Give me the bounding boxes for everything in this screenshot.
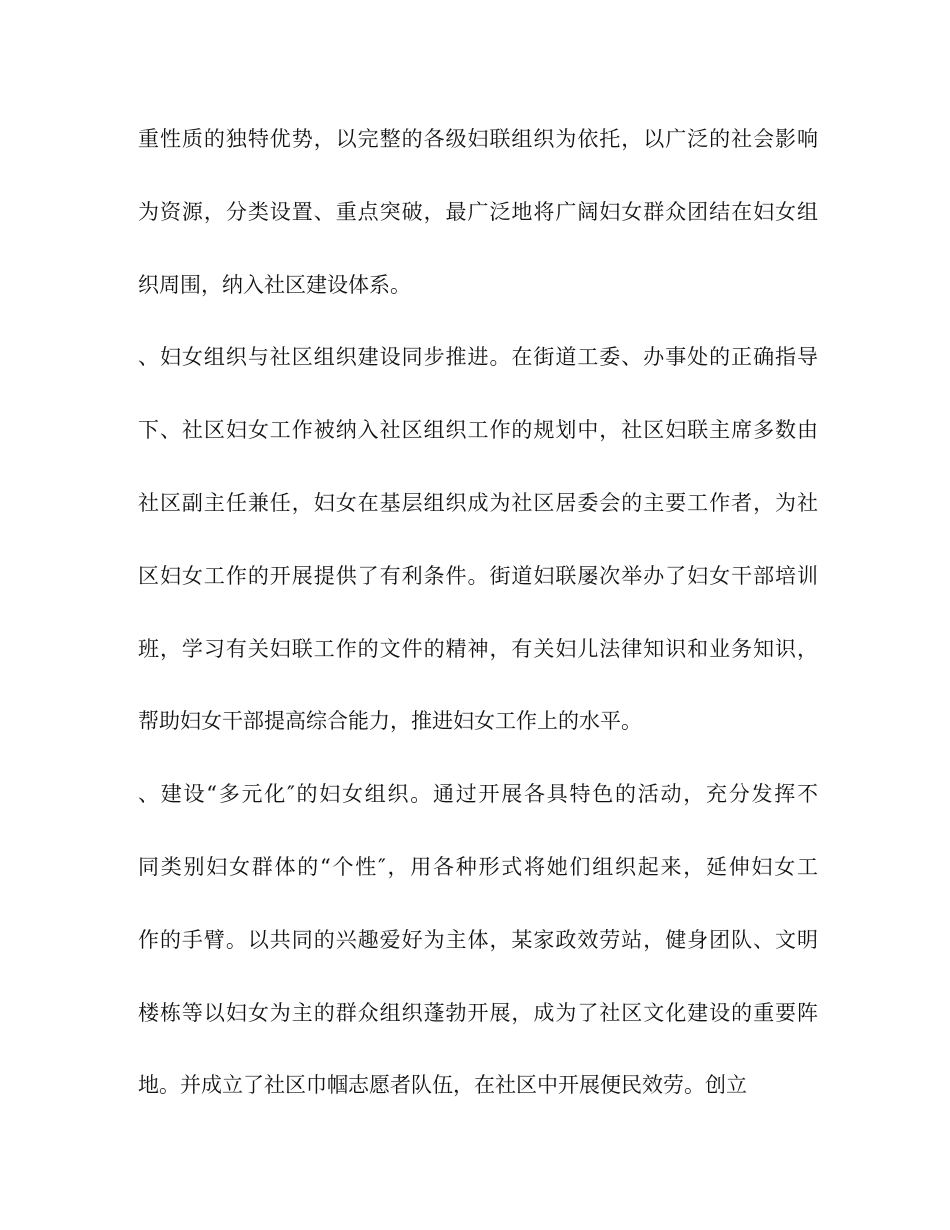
text-line: 社区副主任兼任，妇女在基层组织成为社区居委会的主要工作者，为社 — [138, 490, 818, 515]
text-line: 区妇女工作的开展提供了有利条件。街道妇联屡次举办了妇女干部培训 — [138, 563, 818, 588]
text-line: 重性质的独特优势，以完整的各级妇联组织为依托，以广泛的社会影响 — [138, 127, 818, 151]
text-line: 作的手臂。以共同的兴趣爱好为主体，某家政效劳站，健身团队、文明 — [138, 927, 818, 952]
text-line: 织周围，纳入社区建设体系。 — [138, 272, 411, 297]
text-line: 地。并成立了社区巾帼志愿者队伍，在社区中开展便民效劳。创立 — [138, 1073, 747, 1098]
document-body — [138, 121, 818, 1140]
text-line: 、妇女组织与社区组织建设同步推进。在街道工委、办事处的正确指导 — [138, 345, 818, 370]
text-line: 同类别妇女群体的“个性″，用各种形式将她们组织起来，延伸妇女工 — [138, 854, 818, 879]
text-line: 班，学习有关妇联工作的文件的精神，有关妇儿法律知识和业务知识， — [138, 636, 818, 661]
text-line: 楼栋等以妇女为主的群众组织蓬勃开展，成为了社区文化建设的重要阵 — [138, 1000, 818, 1025]
text-line: 帮助妇女干部提高综合能力，推进妇女工作上的水平。 — [138, 709, 642, 734]
text-line: 为资源，分类设置、重点突破，最广泛地将广阔妇女群众团结在妇女组 — [138, 199, 818, 224]
text-line: 下、社区妇女工作被纳入社区组织工作的规划中，社区妇联主席多数由 — [138, 418, 818, 443]
text-line: 、建设“多元化″的妇女组织。通过开展各具特色的活动，充分发挥不 — [138, 782, 818, 807]
